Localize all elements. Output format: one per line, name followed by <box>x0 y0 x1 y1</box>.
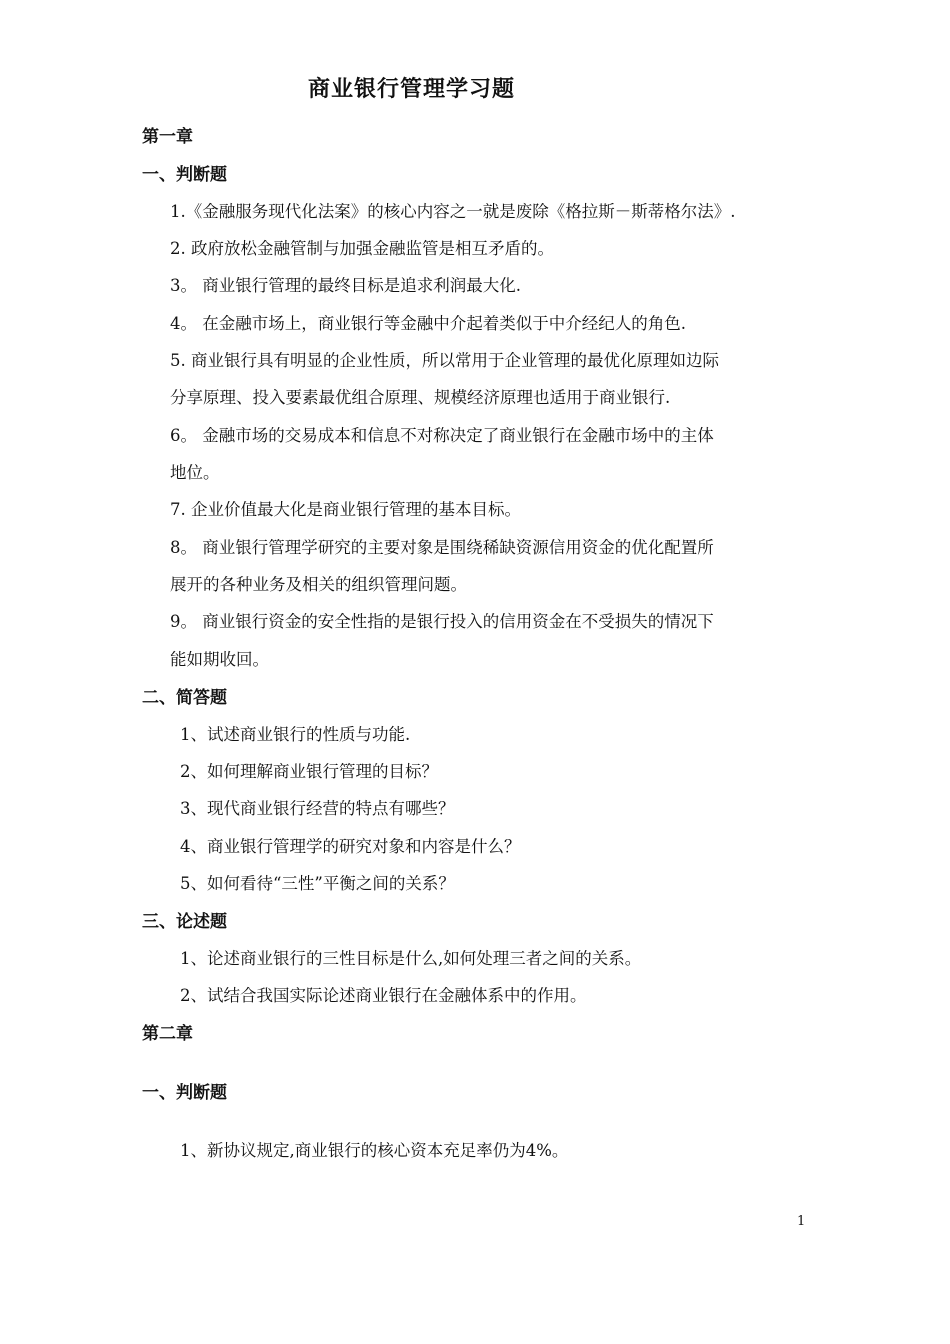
essay-heading: 三、论述题 <box>142 912 227 932</box>
short-answer-item-1: 1、试述商业银行的性质与功能. <box>180 725 411 744</box>
judge-item-1: 1.《金融服务现代化法案》的核心内容之一就是废除《格拉斯－斯蒂格尔法》. <box>170 202 736 221</box>
judge-item-6: 6。 金融市场的交易成本和信息不对称决定了商业银行在金融市场中的主体 <box>170 426 714 445</box>
judge-item-8-continued: 展开的各种业务及相关的组织管理问题。 <box>170 575 467 594</box>
judge-item-6-continued: 地位。 <box>170 463 220 482</box>
short-answer-item-4: 4、商业银行管理学的研究对象和内容是什么？ <box>180 837 521 856</box>
judge-item-5: 5. 商业银行具有明显的企业性质，所以常用于企业管理的最优化原理如边际 <box>170 351 719 370</box>
short-answer-item-3: 3、现代商业银行经营的特点有哪些？ <box>180 799 455 818</box>
page-number: 1 <box>797 1214 806 1229</box>
short-answer-heading: 二、简答题 <box>142 688 227 708</box>
short-answer-item-5: 5、如何看待“三性”平衡之间的关系？ <box>180 874 455 893</box>
chapter-2-judge-heading: 一、判断题 <box>142 1083 227 1103</box>
judge-item-9-continued: 能如期收回。 <box>170 650 269 669</box>
judge-item-7: 7. 企业价值最大化是商业银行管理的基本目标。 <box>170 500 521 519</box>
judge-item-5-continued: 分享原理、投入要素最优组合原理、规模经济原理也适用于商业银行. <box>170 388 671 407</box>
judge-item-4: 4。 在金融市场上，商业银行等金融中介起着类似于中介经纪人的角色. <box>170 314 686 333</box>
essay-item-2: 2、试结合我国实际论述商业银行在金融体系中的作用。 <box>180 986 587 1005</box>
judge-item-9: 9。 商业银行资金的安全性指的是银行投入的信用资金在不受损失的情况下 <box>170 612 714 631</box>
judge-item-3: 3。 商业银行管理的最终目标是追求利润最大化. <box>170 276 521 295</box>
chapter-1-heading: 第一章 <box>142 127 193 147</box>
judge-section-heading: 一、判断题 <box>142 165 227 185</box>
chapter-2-heading: 第二章 <box>142 1024 193 1044</box>
judge-item-8: 8。 商业银行管理学研究的主要对象是围绕稀缺资源信用资金的优化配置所 <box>170 538 714 557</box>
chapter-2-judge-item-1: 1、新协议规定,商业银行的核心资本充足率仍为4%。 <box>180 1141 569 1160</box>
essay-item-1: 1、论述商业银行的三性目标是什么,如何处理三者之间的关系。 <box>180 949 642 968</box>
judge-item-2: 2. 政府放松金融管制与加强金融监管是相互矛盾的。 <box>170 239 554 258</box>
document-title: 商业银行管理学习题 <box>308 77 516 102</box>
short-answer-item-2: 2、如何理解商业银行管理的目标？ <box>180 762 438 781</box>
